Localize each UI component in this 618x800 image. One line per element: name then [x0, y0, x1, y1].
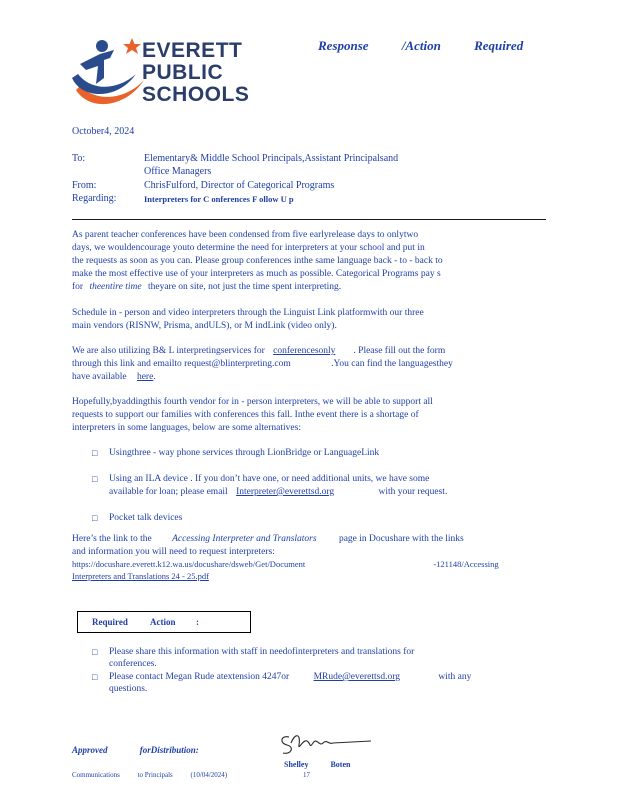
text-segment: for [72, 282, 84, 292]
conferences-only-link[interactable]: conferencesonly [273, 346, 336, 356]
logo-wordmark [142, 40, 249, 106]
list-item: Using an ILA device . If you don’t have one, or need additional units, we have some [109, 474, 430, 484]
action-label: Action [150, 617, 176, 627]
languages-here-link[interactable]: here [136, 372, 154, 382]
approved-for-distribution [72, 745, 199, 755]
footer-reference [72, 771, 227, 779]
list-item: Pocket talk devices [109, 513, 183, 523]
text-line: make the most effective use of your interpreters as much as possible. Categorical Programs pay s [72, 269, 441, 279]
text-segment: page in Docushare with the links [338, 534, 464, 544]
page-number: 17 [303, 771, 310, 779]
regarding-value: Interpreters for C onferences F ollow U p [144, 194, 294, 204]
text-segment: . [153, 372, 156, 382]
text-segment: . Please fill out the form [353, 346, 446, 356]
text-segment: (10/04/2024) [190, 771, 228, 779]
text-segment: with any [438, 672, 472, 682]
text-line [72, 534, 464, 546]
text-line: and information you will need to request interpreters: [72, 547, 275, 557]
checkbox-bullet-icon: □ [92, 513, 98, 523]
text-line: days, we wouldencourage youto determine the need for interpreters at your school and put in [72, 243, 425, 253]
header-divider [72, 219, 546, 220]
url-segment[interactable]: Interpreters and Translations 24 - 25.pdf [72, 571, 209, 581]
text-line [72, 372, 156, 384]
text-segment: to Principals [137, 771, 173, 779]
list-item-continuation: conferences. [109, 659, 157, 669]
heading-word-1: Response [318, 38, 369, 53]
text-segment: available for loan; please email [109, 487, 228, 497]
text-segment: forDistribution: [139, 745, 199, 755]
logo-line-1: EVERETT [142, 39, 243, 62]
regarding-label: Regarding: [72, 193, 117, 204]
signer-last-name: Boten [330, 760, 351, 769]
text-segment: We are also utilizing B& L interpretingservices for [72, 346, 265, 356]
list-item-continuation: questions. [109, 684, 148, 694]
text-line: Schedule in - person and video interpreters through the Linguist Link platformwith our three [72, 308, 424, 318]
required-action-box [77, 611, 251, 633]
text-segment: theyare on site, not just the time spent interpreting. [147, 282, 342, 292]
url-segment[interactable]: https://docushare.everett.k12.wa.us/docushare/dsweb/Get/Document [72, 559, 306, 569]
list-item: Usingthree - way phone services through LionBridge or LanguageLink [109, 448, 380, 458]
text-line: As parent teacher conferences have been condensed from five earlyrelease days to onlytwo [72, 230, 419, 240]
text-line: the requests as soon as you can. Please group conferences inthe same language back - to - back to [72, 256, 443, 266]
handwritten-signature-icon [275, 729, 375, 759]
docushare-url-link[interactable] [72, 559, 499, 571]
heading-word-2: /Action [401, 38, 441, 53]
checkbox-bullet-icon: □ [92, 448, 98, 458]
text-segment: have available [72, 372, 127, 382]
from-label: From: [72, 180, 97, 191]
list-item: Please share this information with staff in needofinterpreters and translations for [109, 647, 415, 657]
runner-swoosh-logo-icon [70, 34, 148, 110]
emphasis-text: Accessing Interpreter and Translators [172, 534, 317, 544]
text-line: main vendors (RISNW, Prisma, andULS), or M indLink (video only). [72, 321, 337, 331]
checkbox-bullet-icon: □ [92, 647, 98, 657]
from-value: ChrisFulford, Director of Categorical Programs [144, 180, 335, 191]
text-segment: Here’s the link to the [72, 534, 152, 544]
checkbox-bullet-icon: □ [92, 672, 98, 682]
signer-name [284, 760, 350, 769]
response-action-required-heading [318, 38, 523, 54]
to-value-line-1: Elementary& Middle School Principals,Assistant Principalsand [144, 153, 399, 164]
text-line: requests to support our families with conferences this fall. Inthe event there is a shortage of [72, 410, 419, 420]
colon-label: : [196, 617, 199, 627]
text-line [72, 359, 453, 371]
text-line: Hopefully,byaddingthis fourth vendor for in - person interpreters, we will be able to support all [72, 397, 433, 407]
text-segment: with your request. [378, 487, 448, 497]
memo-date: October4, 2024 [72, 126, 135, 137]
signer-first-name: Shelley [284, 760, 309, 769]
emphasis-text: theentire time [89, 282, 142, 292]
text-segment: Communications [72, 771, 120, 779]
text-segment: Approved [72, 745, 108, 755]
logo-line-3: SCHOOLS [142, 83, 250, 106]
logo-line-2: PUBLIC [142, 61, 224, 84]
text-line [72, 282, 341, 294]
required-label: Required [92, 617, 128, 627]
mrude-email-link[interactable]: MRude@everettsd.org [313, 672, 400, 682]
interpreter-email-link[interactable]: Interpreter@everettsd.org [236, 487, 335, 497]
text-line: interpreters in some languages, below are some alternatives: [72, 423, 301, 433]
checkbox-bullet-icon: □ [92, 474, 98, 484]
text-segment: through this link and emailto request@blinterpreting.com [72, 359, 291, 369]
text-line [72, 346, 445, 358]
text-segment: .You can find the languagesthey [331, 359, 453, 369]
list-item-continuation [109, 487, 447, 499]
docushare-url-link-continuation[interactable] [72, 571, 209, 583]
to-value-line-2: Office Managers [144, 166, 212, 177]
list-item [109, 672, 471, 684]
text-segment: Please contact Megan Rude atextension 4247or [109, 672, 290, 682]
heading-word-3: Required [474, 38, 524, 53]
to-label: To: [72, 153, 86, 164]
url-segment[interactable]: -121148/Accessing [433, 559, 499, 569]
